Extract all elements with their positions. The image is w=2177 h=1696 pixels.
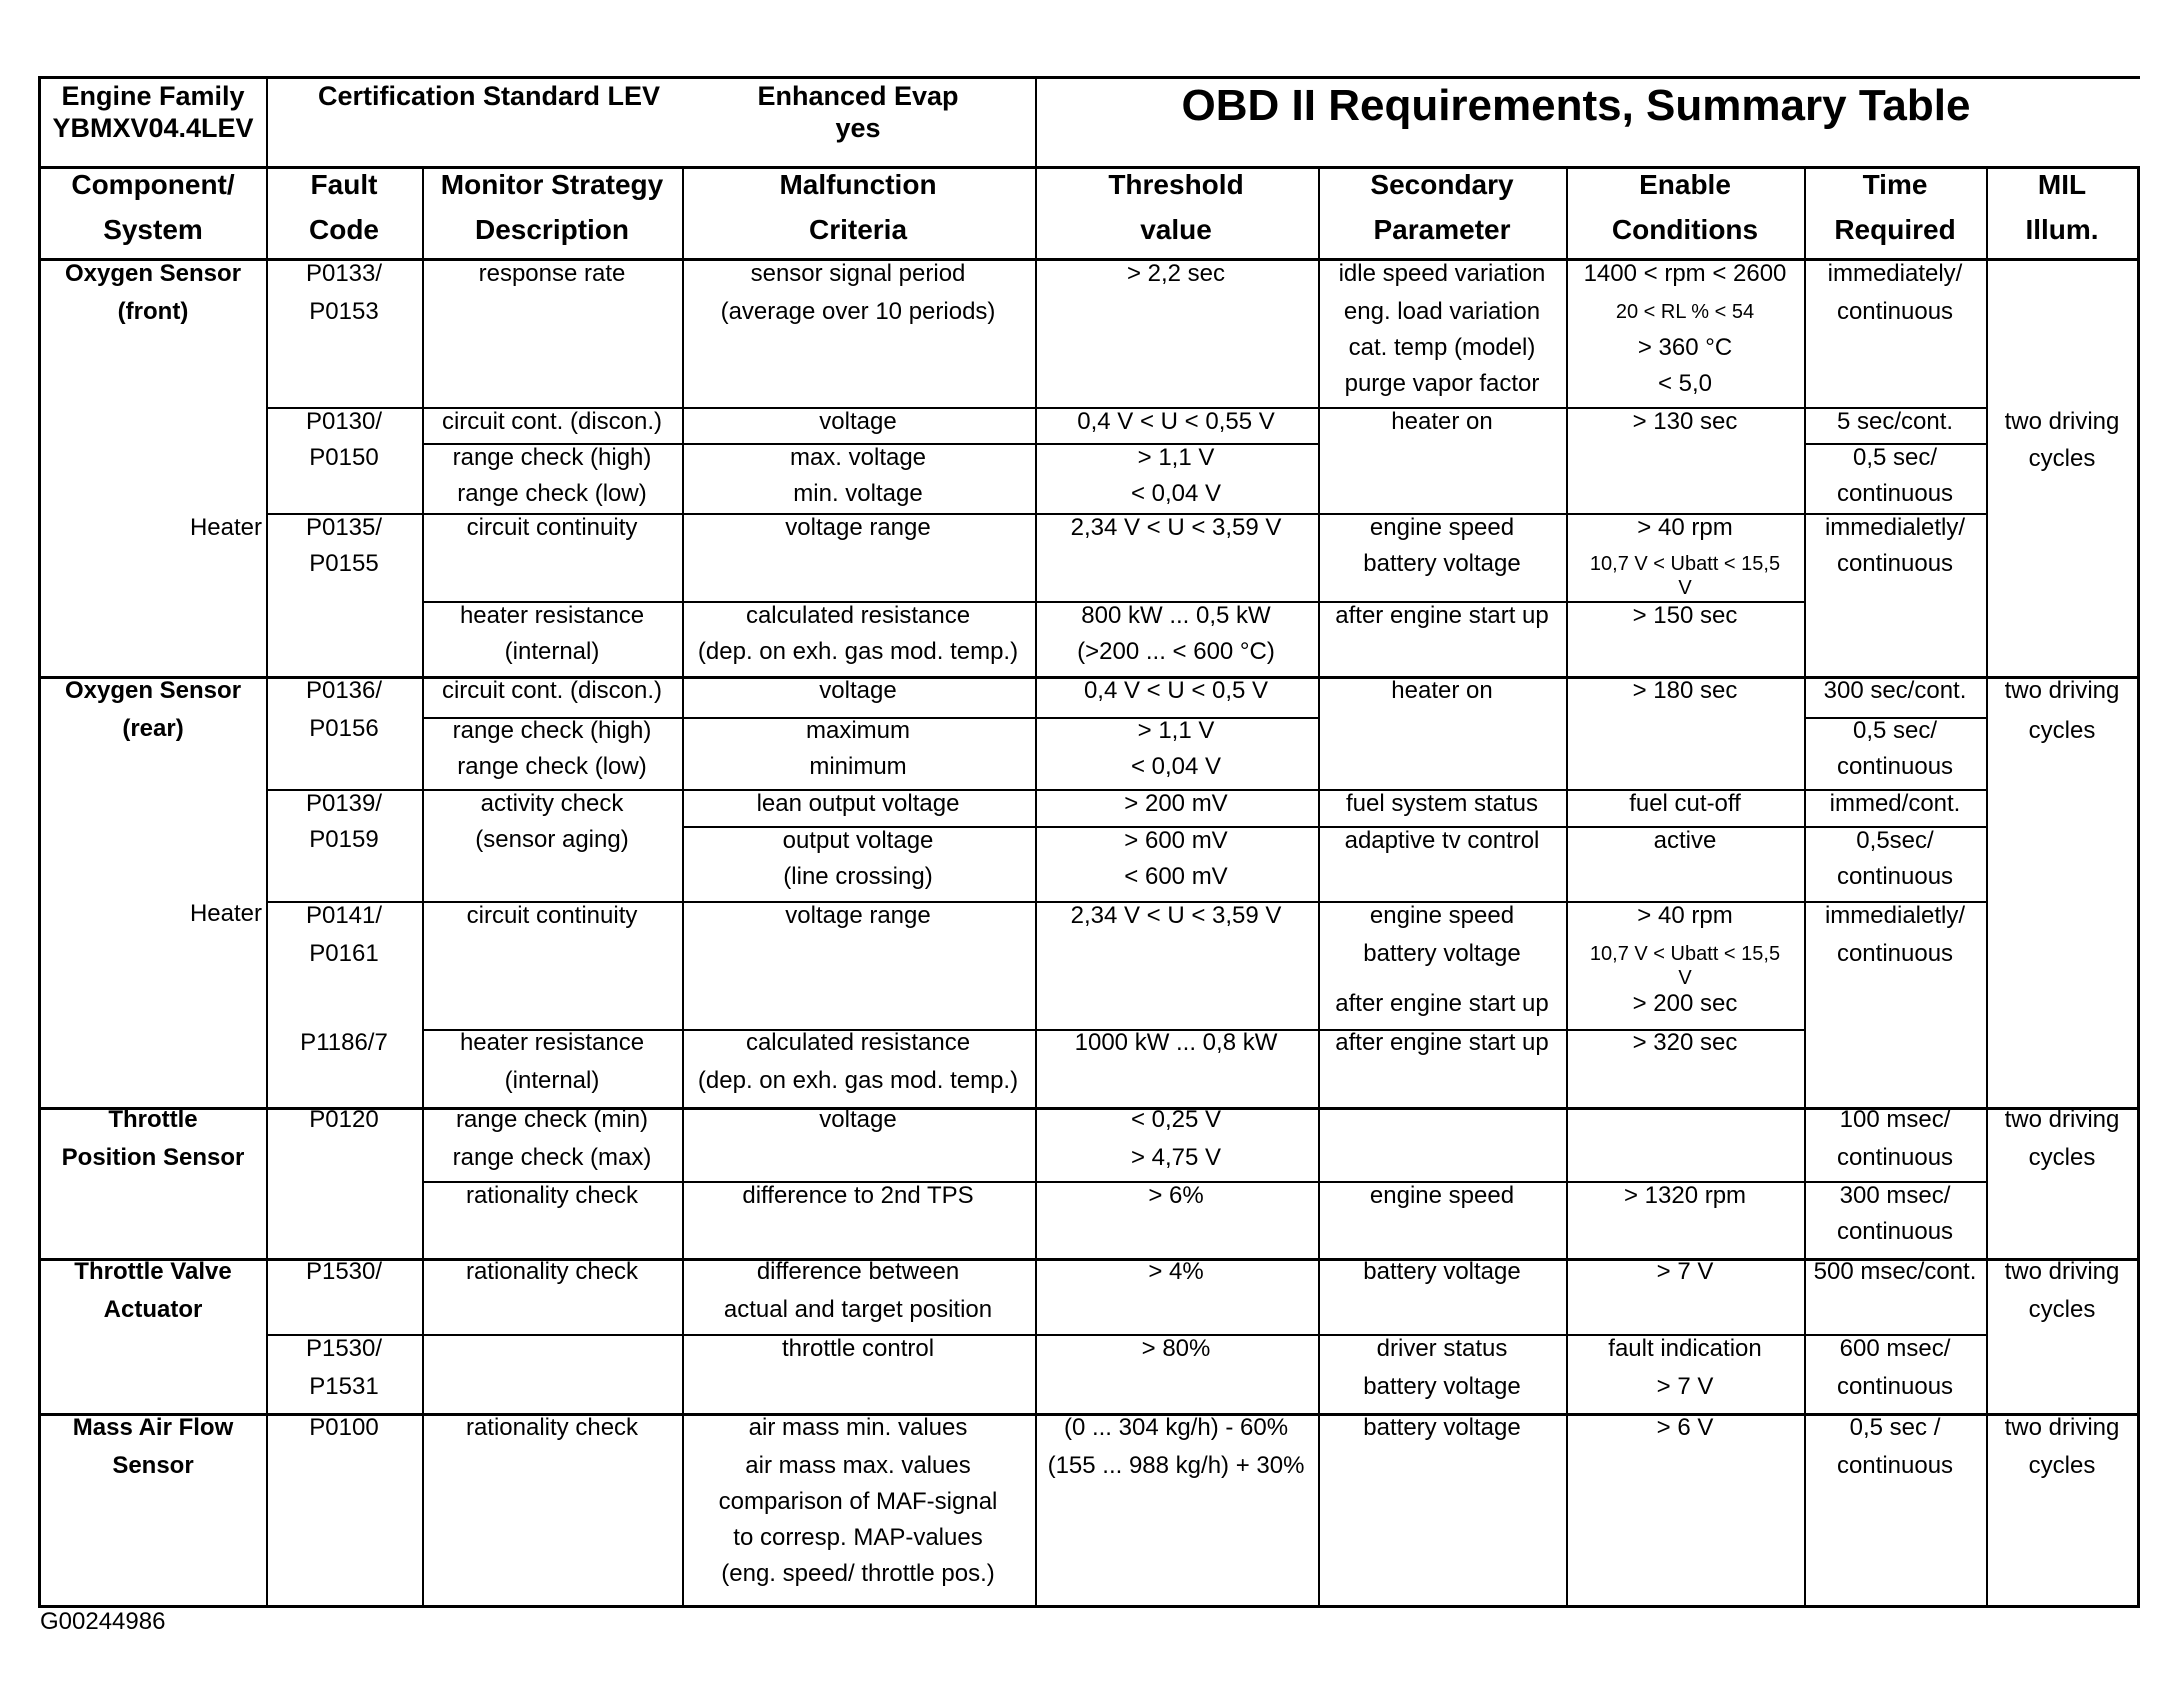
- enable-condition: > 7 V: [1656, 1373, 1714, 1400]
- threshold-value: > 200 mV: [1124, 790, 1228, 817]
- enable-condition: V: [1678, 967, 1692, 989]
- malfunction-criteria: voltage: [819, 408, 897, 435]
- enable-condition: > 1320 rpm: [1623, 1182, 1747, 1209]
- col-line-mil: [1986, 166, 1988, 1607]
- col-line-malfunction: [682, 166, 684, 1607]
- monitor-description: (internal): [504, 1067, 600, 1094]
- secondary-parameter: battery voltage: [1363, 940, 1521, 967]
- secondary-parameter: cat. temp (model): [1348, 334, 1536, 361]
- col-line-secondary: [1318, 166, 1320, 1607]
- time-required: continuous: [1836, 1452, 1954, 1479]
- malfunction-criteria: lean output voltage: [756, 790, 960, 817]
- malfunction-criteria: air mass max. values: [745, 1452, 971, 1479]
- table-border-top: [38, 76, 2140, 79]
- document-id: G00244986: [40, 1608, 166, 1635]
- secondary-parameter: heater on: [1391, 408, 1493, 435]
- malfunction-criteria: minimum: [809, 753, 907, 780]
- secondary-parameter: battery voltage: [1363, 550, 1521, 577]
- secondary-parameter: engine speed: [1369, 1182, 1515, 1209]
- time-required: 0,5sec/: [1856, 827, 1934, 854]
- fault-code: P1530/: [305, 1335, 383, 1362]
- threshold-value: > 6%: [1148, 1182, 1204, 1209]
- threshold-value: > 1,1 V: [1137, 444, 1215, 471]
- col-line-threshold: [1035, 76, 1037, 1607]
- monitor-description: range check (low): [457, 753, 647, 780]
- table-border-bottom: [38, 1605, 2140, 1608]
- fault-code: P0159: [309, 826, 379, 853]
- secondary-parameter: battery voltage: [1363, 1258, 1521, 1285]
- monitor-description: range check (min): [455, 1106, 649, 1133]
- mil-illumination: cycles: [2028, 1296, 2096, 1323]
- time-required: 100 msec/: [1839, 1106, 1951, 1133]
- col-header-malfunction-2: Criteria: [808, 214, 908, 245]
- monitor-description: range check (high): [452, 717, 652, 744]
- malfunction-criteria: voltage: [819, 677, 897, 704]
- monitor-description: (sensor aging): [475, 826, 629, 853]
- time-required: immed/cont.: [1829, 790, 1961, 817]
- col-header-component-1: Component/: [71, 169, 235, 200]
- monitor-description: (internal): [504, 638, 600, 665]
- mil-illumination: cycles: [2028, 445, 2096, 472]
- malfunction-criteria: (eng. speed/ throttle pos.): [721, 1560, 995, 1587]
- malfunction-criteria: calculated resistance: [745, 1029, 971, 1056]
- time-required: immediately/: [1827, 260, 1963, 287]
- malfunction-criteria: throttle control: [781, 1335, 935, 1362]
- enable-condition: 20 < RL % < 54: [1615, 301, 1755, 323]
- page-title: OBD II Requirements, Summary Table: [1181, 81, 1971, 130]
- mil-illumination: two driving: [2004, 1414, 2120, 1441]
- secondary-parameter: driver status: [1376, 1335, 1508, 1362]
- col-header-enable-2: Conditions: [1611, 214, 1759, 245]
- col-line-time: [1804, 166, 1806, 1607]
- fault-code: P0153: [309, 298, 379, 325]
- monitor-description: response rate: [478, 260, 626, 287]
- col-header-time-2: Required: [1834, 214, 1956, 245]
- time-required: continuous: [1836, 1373, 1954, 1400]
- time-required: continuous: [1836, 480, 1954, 507]
- threshold-value: < 0,25 V: [1130, 1106, 1222, 1133]
- malfunction-criteria: calculated resistance: [745, 602, 971, 629]
- time-required: 300 sec/cont.: [1823, 677, 1967, 704]
- mil-illumination: cycles: [2028, 1144, 2096, 1171]
- threshold-value: > 1,1 V: [1137, 717, 1215, 744]
- threshold-value: 0,4 V < U < 0,5 V: [1083, 677, 1269, 704]
- threshold-value: 800 kW ... 0,5 kW: [1081, 602, 1271, 629]
- fault-code: P0100: [309, 1414, 379, 1441]
- malfunction-criteria: difference between: [756, 1258, 960, 1285]
- component-tps-2: Position Sensor: [61, 1144, 245, 1171]
- mil-illumination: cycles: [2028, 717, 2096, 744]
- threshold-value: > 80%: [1141, 1335, 1211, 1362]
- time-required: 0,5 sec /: [1849, 1414, 1941, 1441]
- table-border-left: [38, 76, 41, 1607]
- col-line-monitor: [422, 166, 424, 1607]
- col-header-secondary-2: Parameter: [1373, 214, 1511, 245]
- fault-code: P0150: [309, 444, 379, 471]
- enable-condition: > 150 sec: [1632, 602, 1738, 629]
- secondary-parameter: heater on: [1391, 677, 1493, 704]
- secondary-parameter: eng. load variation: [1343, 298, 1541, 325]
- time-required: immedialetly/: [1824, 514, 1966, 541]
- malfunction-criteria: (dep. on exh. gas mod. temp.): [697, 638, 1019, 665]
- monitor-description: rationality check: [465, 1258, 639, 1285]
- enable-condition: < 5,0: [1657, 370, 1713, 397]
- threshold-value: (0 ... 304 kg/h) - 60%: [1063, 1414, 1289, 1441]
- fault-code: P0135/: [305, 514, 383, 541]
- monitor-description: circuit continuity: [466, 514, 638, 541]
- monitor-description: range check (high): [452, 444, 652, 471]
- malfunction-criteria: (dep. on exh. gas mod. temp.): [697, 1067, 1019, 1094]
- time-required: 5 sec/cont.: [1836, 408, 1954, 435]
- col-header-threshold-1: Threshold: [1108, 169, 1244, 200]
- secondary-parameter: battery voltage: [1363, 1414, 1521, 1441]
- enhanced-evap-value: yes: [835, 113, 881, 143]
- threshold-value: 1000 kW ... 0,8 kW: [1074, 1029, 1278, 1056]
- component-tva-1: Throttle Valve: [74, 1258, 232, 1285]
- malfunction-criteria: sensor signal period: [750, 260, 966, 287]
- col-header-mil-2: Illum.: [2025, 214, 2099, 245]
- monitor-description: range check (max): [452, 1144, 652, 1171]
- secondary-parameter: adaptive tv control: [1344, 827, 1540, 854]
- time-required: 500 msec/cont.: [1813, 1258, 1977, 1285]
- malfunction-criteria: air mass min. values: [748, 1414, 968, 1441]
- monitor-description: rationality check: [465, 1414, 639, 1441]
- threshold-value: (155 ... 988 kg/h) + 30%: [1047, 1452, 1305, 1479]
- time-required: continuous: [1836, 298, 1954, 325]
- component-o2front-heater: Heater: [189, 514, 262, 541]
- enable-condition: V: [1678, 577, 1692, 599]
- time-required: continuous: [1836, 550, 1954, 577]
- monitor-description: heater resistance: [459, 1029, 645, 1056]
- fault-code: P0161: [309, 940, 379, 967]
- secondary-parameter: fuel system status: [1345, 790, 1539, 817]
- table-border-right: [2137, 166, 2140, 1607]
- malfunction-criteria: (line crossing): [783, 863, 933, 890]
- time-required: 600 msec/: [1839, 1335, 1951, 1362]
- fault-code: P0120: [309, 1106, 379, 1133]
- enable-condition: fuel cut-off: [1629, 790, 1741, 817]
- enable-condition: > 180 sec: [1632, 677, 1738, 704]
- threshold-value: > 4,75 V: [1130, 1144, 1222, 1171]
- component-tva-2: Actuator: [103, 1296, 203, 1323]
- time-required: immedialetly/: [1824, 902, 1966, 929]
- mil-illumination: two driving: [2004, 408, 2120, 435]
- fault-code: P1530/: [305, 1258, 383, 1285]
- malfunction-criteria: output voltage: [782, 827, 934, 854]
- fault-code: P0156: [309, 715, 379, 742]
- fault-code: P1531: [309, 1373, 379, 1400]
- enable-condition: > 7 V: [1656, 1258, 1714, 1285]
- component-o2front-1: Oxygen Sensor: [64, 260, 242, 287]
- malfunction-criteria: to corresp. MAP-values: [733, 1524, 983, 1551]
- mil-illumination: two driving: [2004, 677, 2120, 704]
- mil-illumination: two driving: [2004, 1106, 2120, 1133]
- col-header-malfunction-1: Malfunction: [779, 169, 937, 200]
- malfunction-criteria: voltage: [819, 1106, 897, 1133]
- malfunction-criteria: maximum: [805, 717, 911, 744]
- col-header-fault-1: Fault: [310, 169, 378, 200]
- enable-condition: active: [1653, 827, 1717, 854]
- threshold-value: < 600 mV: [1124, 863, 1228, 890]
- component-maf-1: Mass Air Flow: [72, 1414, 234, 1441]
- component-o2rear-2: (rear): [122, 715, 184, 742]
- fault-code: P0139/: [305, 790, 383, 817]
- col-header-mil-1: MIL: [2037, 169, 2087, 200]
- monitor-description: range check (low): [457, 480, 647, 507]
- enable-condition: fault indication: [1608, 1335, 1762, 1362]
- mil-illumination: cycles: [2028, 1452, 2096, 1479]
- enable-condition: 1400 < rpm < 2600: [1583, 260, 1787, 287]
- enable-condition: > 6 V: [1656, 1414, 1714, 1441]
- mil-illumination: two driving: [2004, 1258, 2120, 1285]
- time-required: continuous: [1836, 940, 1954, 967]
- threshold-value: 2,34 V < U < 3,59 V: [1070, 902, 1282, 929]
- secondary-parameter: after engine start up: [1335, 990, 1549, 1017]
- col-line-enable: [1566, 166, 1568, 1607]
- time-required: 0,5 sec/: [1852, 717, 1938, 744]
- enable-condition: > 40 rpm: [1637, 902, 1733, 929]
- malfunction-criteria: difference to 2nd TPS: [742, 1182, 974, 1209]
- monitor-description: heater resistance: [459, 602, 645, 629]
- secondary-parameter: idle speed variation: [1338, 260, 1546, 287]
- threshold-value: < 0,04 V: [1130, 753, 1222, 780]
- tps-line-1: [422, 1181, 1986, 1183]
- time-required: continuous: [1836, 1218, 1954, 1245]
- enable-condition: > 130 sec: [1632, 408, 1738, 435]
- col-header-monitor-1: Monitor Strategy: [440, 169, 664, 200]
- threshold-value: 0,4 V < U < 0,55 V: [1077, 408, 1275, 435]
- certification-standard: Certification Standard LEV: [318, 81, 661, 111]
- component-o2front-2: (front): [117, 298, 189, 325]
- malfunction-criteria: actual and target position: [723, 1296, 993, 1323]
- secondary-parameter: after engine start up: [1335, 1029, 1549, 1056]
- component-o2rear-1: Oxygen Sensor: [64, 677, 242, 704]
- secondary-parameter: engine speed: [1369, 902, 1515, 929]
- fault-code: P0141/: [305, 902, 383, 929]
- secondary-parameter: after engine start up: [1335, 602, 1549, 629]
- malfunction-criteria: voltage range: [785, 902, 931, 929]
- col-header-secondary-1: Secondary: [1370, 169, 1514, 200]
- col-header-fault-2: Code: [309, 214, 379, 245]
- enable-condition: 10,7 V < Ubatt < 15,5: [1589, 553, 1781, 575]
- fault-code: P0130/: [305, 408, 383, 435]
- fault-code: P0133/: [305, 260, 383, 287]
- col-header-monitor-2: Description: [474, 214, 630, 245]
- fault-code: P1186/7: [300, 1029, 388, 1056]
- malfunction-criteria: comparison of MAF-signal: [718, 1488, 998, 1515]
- malfunction-criteria: max. voltage: [789, 444, 927, 471]
- threshold-value: > 2,2 sec: [1126, 260, 1226, 287]
- enable-condition: > 40 rpm: [1637, 514, 1733, 541]
- enable-condition: > 320 sec: [1632, 1029, 1738, 1056]
- enable-condition: > 200 sec: [1632, 990, 1738, 1017]
- monitor-description: activity check: [480, 790, 624, 817]
- component-maf-2: Sensor: [112, 1452, 194, 1479]
- malfunction-criteria: min. voltage: [793, 480, 923, 507]
- monitor-description: circuit continuity: [466, 902, 638, 929]
- engine-family-label: Engine Family: [61, 81, 245, 111]
- time-required: 0,5 sec/: [1852, 444, 1938, 471]
- fault-code: P0155: [309, 550, 379, 577]
- time-required: continuous: [1836, 753, 1954, 780]
- time-required: continuous: [1836, 863, 1954, 890]
- enable-condition: > 360 °C: [1637, 334, 1733, 361]
- secondary-parameter: engine speed: [1369, 514, 1515, 541]
- enable-condition: 10,7 V < Ubatt < 15,5: [1589, 943, 1781, 965]
- col-line-fault: [266, 76, 268, 1607]
- time-required: continuous: [1836, 1144, 1954, 1171]
- secondary-parameter: purge vapor factor: [1344, 370, 1540, 397]
- component-tps-1: Throttle: [108, 1106, 198, 1133]
- secondary-parameter: battery voltage: [1363, 1373, 1521, 1400]
- time-required: 300 msec/: [1839, 1182, 1951, 1209]
- threshold-value: > 600 mV: [1124, 827, 1228, 854]
- enhanced-evap-label: Enhanced Evap: [757, 81, 959, 111]
- malfunction-criteria: voltage range: [785, 514, 931, 541]
- col-header-component-2: System: [103, 214, 203, 245]
- monitor-description: rationality check: [465, 1182, 639, 1209]
- fault-code: P0136/: [305, 677, 383, 704]
- engine-family-value: YBMXV04.4LEV: [52, 113, 254, 143]
- threshold-value: > 4%: [1148, 1258, 1204, 1285]
- malfunction-criteria: (average over 10 periods): [720, 298, 996, 325]
- threshold-value: (>200 ... < 600 °C): [1077, 638, 1275, 665]
- col-header-enable-1: Enable: [1639, 169, 1731, 200]
- col-header-time-1: Time: [1862, 169, 1928, 200]
- monitor-description: circuit cont. (discon.): [441, 408, 663, 435]
- col-header-threshold-2: value: [1140, 214, 1212, 245]
- threshold-value: < 0,04 V: [1130, 480, 1222, 507]
- component-o2rear-heater: Heater: [189, 900, 262, 927]
- monitor-description: circuit cont. (discon.): [441, 677, 663, 704]
- threshold-value: 2,34 V < U < 3,59 V: [1070, 514, 1282, 541]
